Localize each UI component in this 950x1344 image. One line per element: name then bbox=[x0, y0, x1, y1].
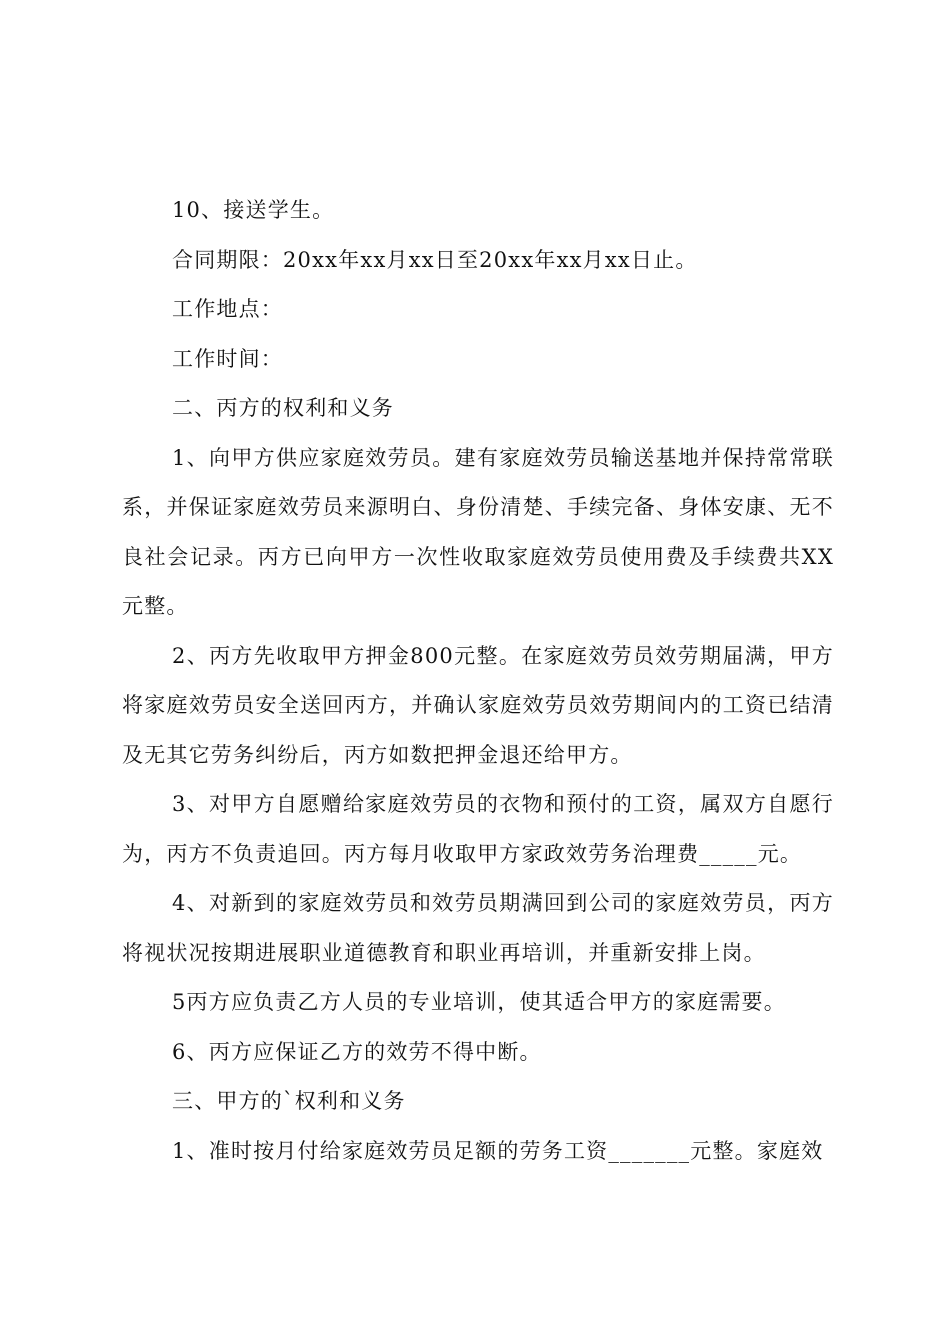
party-c-clause-4: 4、对新到的家庭效劳员和效劳员期满回到公司的家庭效劳员，丙方将视状况按期进展职业道德教育和职业再培训，并重新安排上岗。 bbox=[122, 891, 834, 965]
party-c-clause-2: 2、丙方先收取甲方押金800元整。在家庭效劳员效劳期届满，甲方将家庭效劳员安全送回丙方，并确认家庭效劳员效劳期间内的工资已结清及无其它劳务纠纷后，丙方如数把押金退还给甲方。 bbox=[122, 643, 834, 767]
party-c-clause-1: 1、向甲方供应家庭效劳员。建有家庭效劳员输送基地并保持常常联系，并保证家庭效劳员来源明白、身份清楚、手续完备、身体安康、无不良社会记录。丙方已向甲方一次性收取家庭效劳员使用费及手续费共XX元整。 bbox=[122, 445, 834, 618]
section-heading-party-c: 二、丙方的权利和义务 bbox=[172, 396, 394, 420]
section-heading-party-a: 三、甲方的`权利和义务 bbox=[172, 1089, 406, 1113]
work-time-line: 工作时间： bbox=[172, 346, 283, 371]
document-body bbox=[122, 186, 834, 1176]
paragraph-item-1: 10、接送学生。 bbox=[172, 198, 335, 222]
party-a-clause-1: 1、准时按月付给家庭效劳员足额的劳务工资_______元整。家庭效 bbox=[172, 1138, 824, 1163]
party-c-clause-6: 6、丙方应保证乙方的效劳不得中断。 bbox=[172, 1039, 542, 1064]
work-location-line: 工作地点： bbox=[172, 297, 283, 321]
party-c-clause-5: 5丙方应负责乙方人员的专业培训，使其适合甲方的家庭需要。 bbox=[172, 990, 786, 1014]
party-c-clause-3: 3、对甲方自愿赠给家庭效劳员的衣物和预付的工资，属双方自愿行为，丙方不负责追回。丙方每月收取甲方家政效劳务治理费_____元。 bbox=[122, 792, 834, 866]
contract-term-line: 合同期限：20xx年xx月xx日至20xx年xx月xx日止。 bbox=[172, 247, 698, 272]
